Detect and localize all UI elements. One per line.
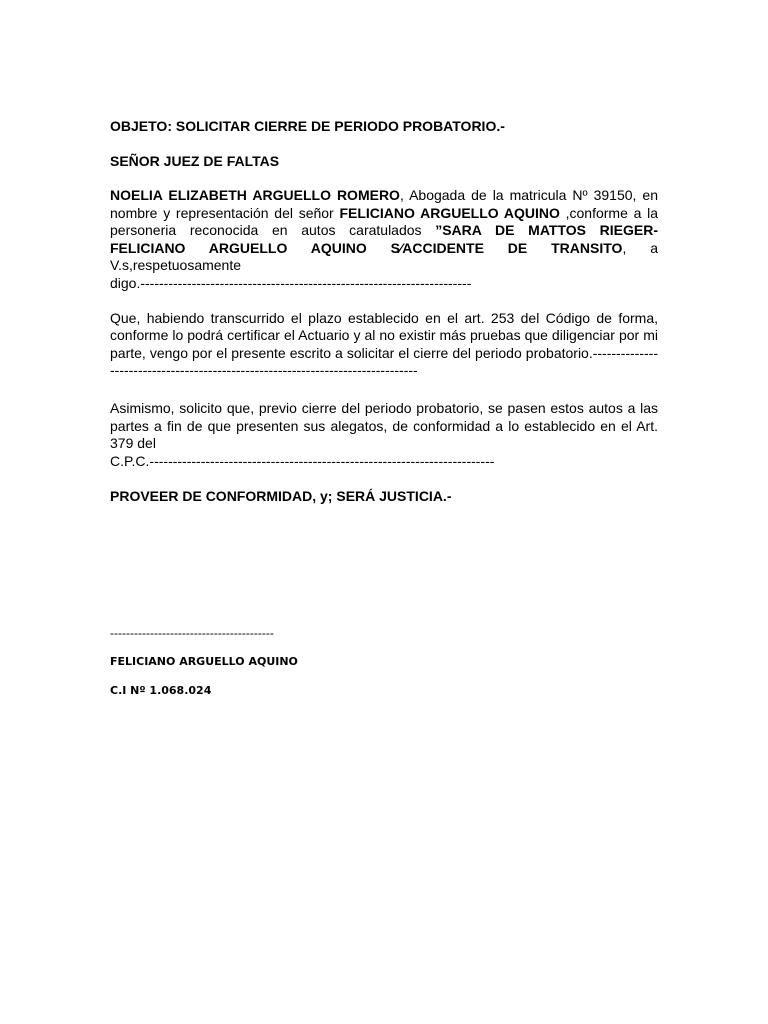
destinatario-heading: SEÑOR JUEZ DE FALTAS (110, 153, 280, 169)
paragraph-2-text: Asimismo, solicito que, previo cierre del periodo probatorio, se pasen estos autos a las partes a fin de que presenten sus alegatos, de conformidad a lo establecido en el Art. 379 del (110, 399, 658, 452)
objeto-heading: OBJETO: SOLICITAR CIERRE DE PERIODO PROBATORIO.- (110, 118, 505, 134)
intro-text-1: , Abogada de la matricula Nº 39150, en nombre y representación del señor (110, 187, 658, 221)
intro-text-4: digo.----------------------------------------------------------------------- (110, 274, 472, 291)
intro-paragraph (110, 187, 658, 293)
intro-text-2: ,conforme a la personeria reconocida en autos caratulados (110, 204, 659, 239)
signature-name: FELICIANO ARGUELLO AQUINO (110, 655, 298, 668)
paragraph-1: Que, habiendo transcurrido el plazo establecido en el art. 253 del Código de forma, conforme lo podrá certificar el Actuario y al no existir más pruebas que diligenciar por mi parte, vengo por el presente escrito a solicitar el cierre del periodo probatorio.-------------------------------------------------------------------------------- (110, 309, 658, 379)
case-title: ”SARA DE MATTOS RIEGER- FELICIANO ARGUELLO AQUINO S⁄ACCIDENTE DE TRANSITO (110, 222, 658, 256)
abogada-name: NOELIA ELIZABETH ARGUELLO ROMERO (110, 187, 400, 203)
paragraph-2-tail: C.P.C.-------------------------------------------------------------------------- (110, 452, 495, 469)
client-name: FELICIANO ARGUELLO AQUINO (339, 204, 560, 221)
signature-line: ----------------------------------------- (110, 626, 274, 640)
intro-text-3: , a V.s,respetuosamente (110, 239, 658, 274)
signature-ci: C.I Nº 1.068.024 (110, 684, 212, 697)
closing-heading: PROVEER DE CONFORMIDAD, y; SERÁ JUSTICIA.- (110, 488, 452, 505)
document-body (110, 118, 658, 504)
paragraph-2 (110, 400, 658, 470)
